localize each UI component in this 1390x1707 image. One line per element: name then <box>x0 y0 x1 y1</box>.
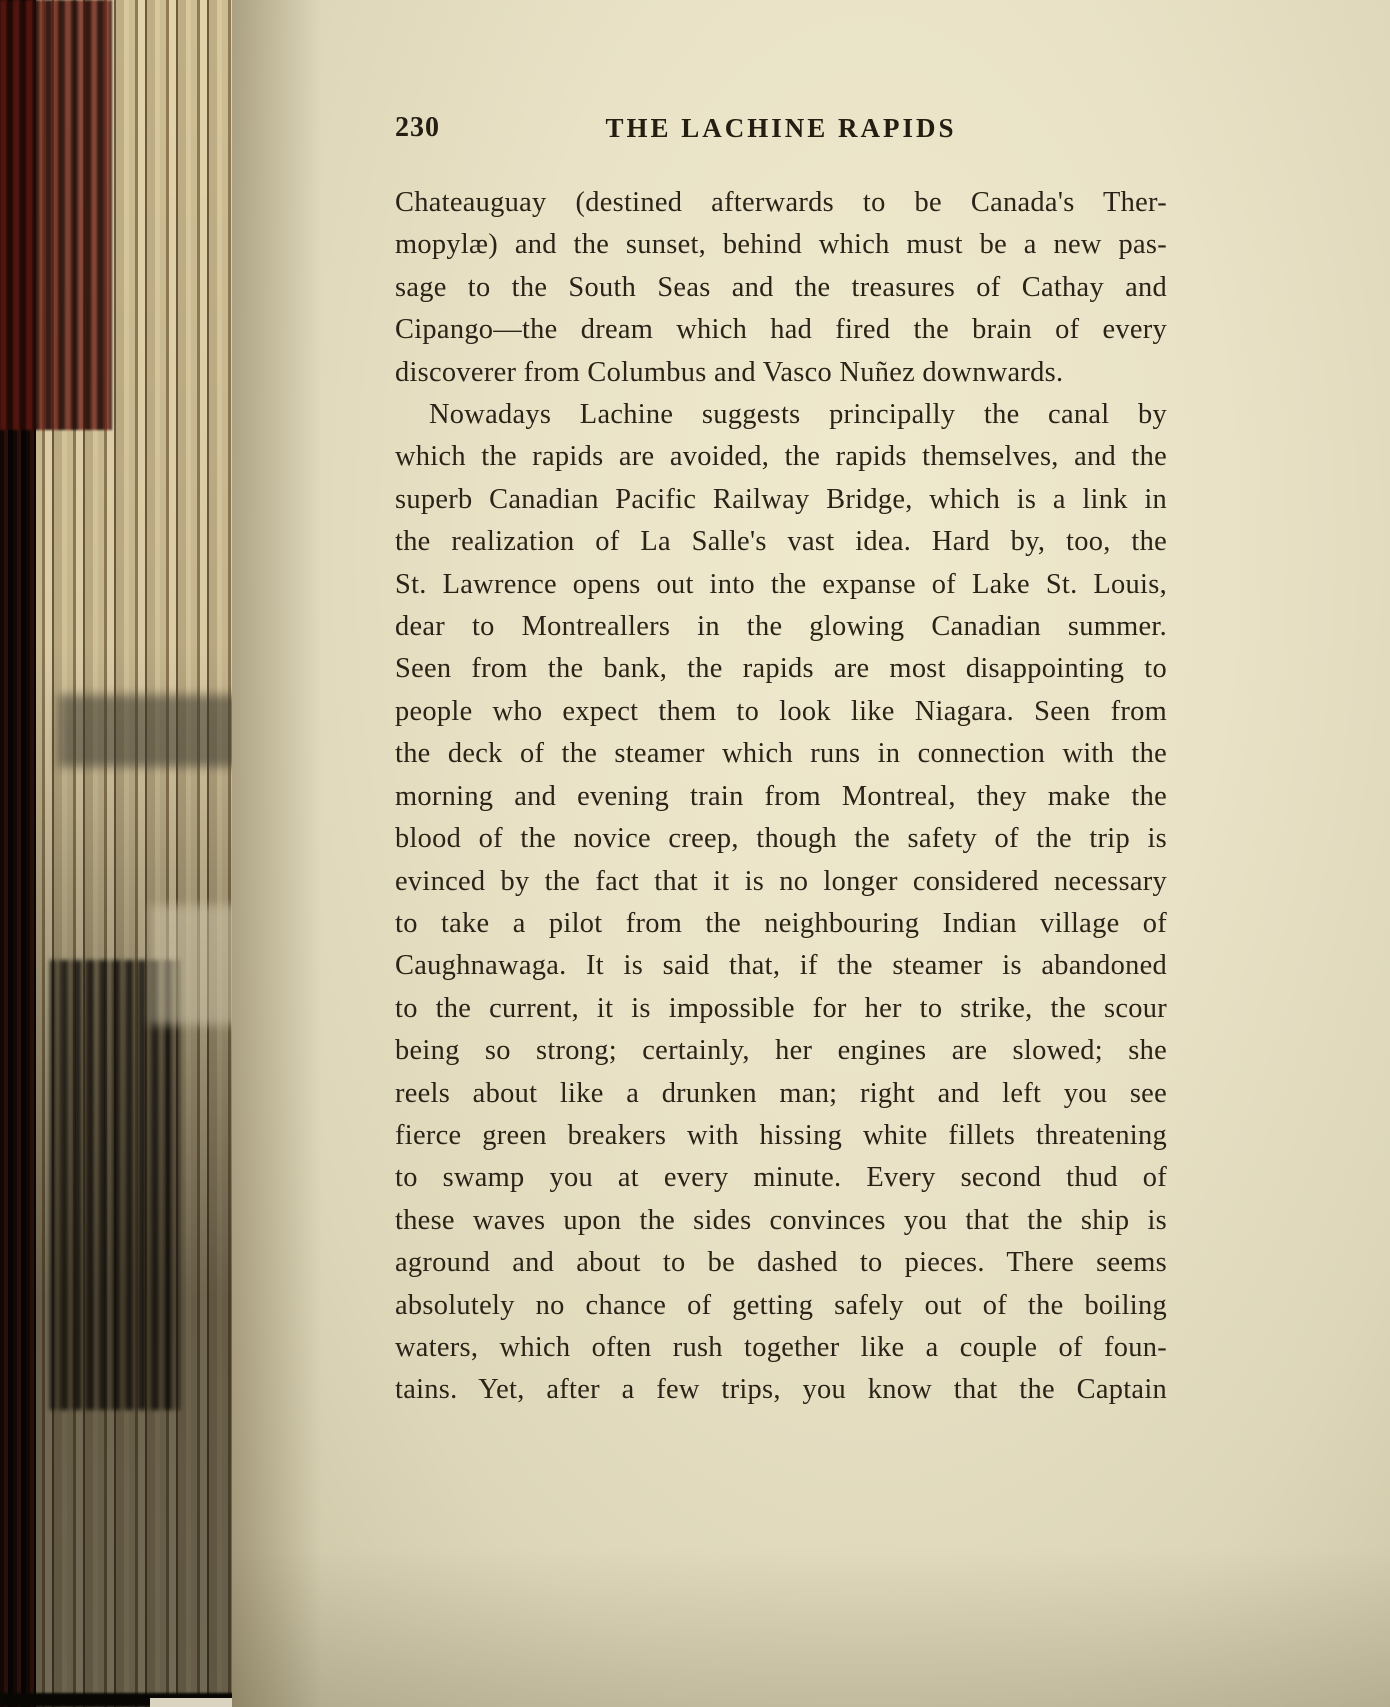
text-line: these waves upon the sides convinces you that the ship is <box>395 1204 1167 1236</box>
text-line: evinced by the fact that it is no longer considered necessary <box>395 865 1167 897</box>
text-line: Nowadays Lachine suggests principally the canal by <box>429 399 1167 431</box>
text-line: to the current, it is impossible for her to strike, the scour <box>395 992 1167 1024</box>
text-line: people who expect them to look like Niagara. Seen from <box>395 695 1167 727</box>
bottom-page-sliver <box>150 1698 232 1707</box>
text-line: waters, which often rush together like a couple of foun- <box>395 1331 1167 1363</box>
page-edge-dark-streaks <box>50 960 180 1410</box>
page-bottom-shadow <box>232 1547 1390 1707</box>
page-number: 230 <box>395 112 440 143</box>
text-line: absolutely no chance of getting safely out of the boiling <box>395 1289 1167 1321</box>
text-line: to swamp you at every minute. Every second thud of <box>395 1162 1167 1194</box>
spine-red-tint <box>0 0 112 430</box>
text-line: Cipango—the dream which had fired the brain of every <box>395 314 1167 346</box>
text-line: mopylæ) and the sunset, behind which must be a new pas- <box>395 229 1167 261</box>
text-line: reels about like a drunken man; right and left you see <box>395 1077 1167 1109</box>
text-line: blood of the novice creep, though the safety of the trip is <box>395 823 1167 855</box>
text-line: which the rapids are avoided, the rapids themselves, and the <box>395 441 1167 473</box>
text-line: being so strong; certainly, her engines are slowed; she <box>395 1035 1167 1067</box>
page-header <box>395 110 1167 146</box>
running-header: THE LACHINE RAPIDS <box>605 113 957 143</box>
text-line: discoverer from Columbus and Vasco Nuñez downwards. <box>395 356 1064 388</box>
text-line: the realization of La Salle's vast idea. Hard by, too, the <box>395 526 1167 558</box>
book-page <box>232 0 1390 1707</box>
text-line: St. Lawrence opens out into the expanse of Lake St. Louis, <box>395 568 1167 600</box>
text-line: tains. Yet, after a few trips, you know that the Captain <box>395 1374 1167 1406</box>
text-line: sage to the South Seas and the treasures of Cathay and <box>395 271 1167 303</box>
text-column <box>395 110 1167 1412</box>
text-line: Caughnawaga. It is said that, if the steamer is abandoned <box>395 950 1167 982</box>
text-block <box>395 182 1167 1412</box>
text-line: the deck of the steamer which runs in connection with the <box>395 738 1167 770</box>
text-line: aground and about to be dashed to pieces. There seems <box>395 1247 1167 1279</box>
page-edge-smudge <box>58 695 240 767</box>
text-line: Seen from the bank, the rapids are most disappointing to <box>395 653 1167 685</box>
text-line: morning and evening train from Montreal, they make the <box>395 780 1167 812</box>
text-line: superb Canadian Pacific Railway Bridge, which is a link in <box>395 483 1167 515</box>
text-line: to take a pilot from the neighbouring Indian village of <box>395 907 1167 939</box>
page-inner-shadow <box>232 0 322 1707</box>
text-line: Chateauguay (destined afterwards to be Canada's Ther- <box>395 187 1167 218</box>
text-line: fierce green breakers with hissing white fillets threatening <box>395 1119 1167 1151</box>
text-line: dear to Montreallers in the glowing Canadian summer. <box>395 611 1167 643</box>
page-edge-highlight <box>150 905 245 1025</box>
